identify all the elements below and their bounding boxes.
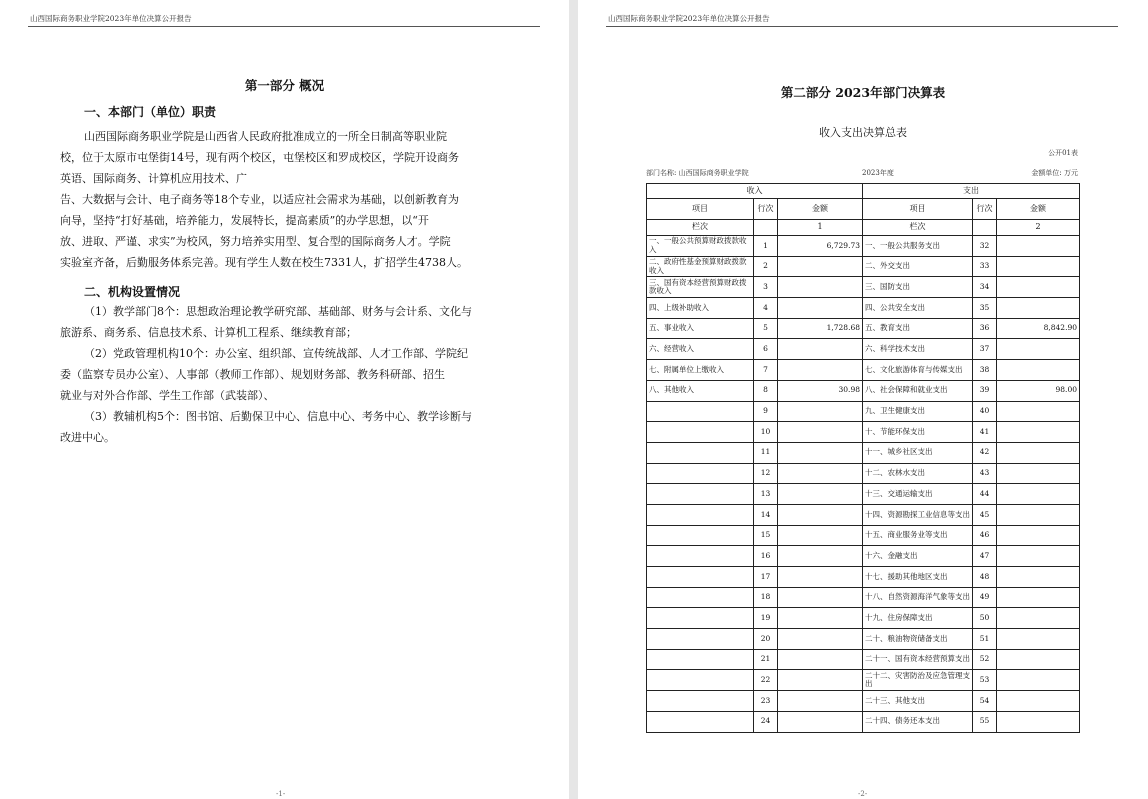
table-row (647, 442, 1080, 463)
expense-seq: 54 (973, 691, 997, 712)
text-line: 向导，坚持“打好基础，培养能力，发展特长，提高素质”的办学思想，以“开 (60, 214, 429, 227)
income-seq: 4 (754, 298, 778, 319)
expense-item: 二十三、其他支出 (863, 691, 973, 712)
income-item (647, 525, 754, 546)
income-amount (778, 546, 863, 567)
income-seq: 21 (754, 649, 778, 670)
income-amount (778, 525, 863, 546)
income-amount (778, 442, 863, 463)
income-amount: 1,728.68 (778, 318, 863, 339)
table-row (647, 670, 1080, 691)
lanci-1: 1 (778, 220, 863, 236)
income-amount (778, 339, 863, 360)
income-amount: 30.98 (778, 380, 863, 401)
header-rule (28, 26, 540, 27)
income-seq: 5 (754, 318, 778, 339)
income-seq: 13 (754, 484, 778, 505)
income-item (647, 463, 754, 484)
table-row (647, 401, 1080, 422)
table-row (647, 608, 1080, 629)
expense-item: 十六、金融支出 (863, 546, 973, 567)
expense-amount (997, 277, 1080, 298)
income-seq: 18 (754, 587, 778, 608)
table-row (647, 318, 1080, 339)
table-row (647, 256, 1080, 277)
income-expense-table (646, 183, 1080, 733)
table-row (647, 463, 1080, 484)
table-row (647, 360, 1080, 381)
text-line: 放、进取、严谨、求实”为校风，努力培养实用型、复合型的国际商务人才。学院 (60, 235, 451, 248)
expense-amount (997, 670, 1080, 691)
expense-amount (997, 546, 1080, 567)
income-seq: 15 (754, 525, 778, 546)
income-item: 六、经营收入 (647, 339, 754, 360)
income-amount (778, 463, 863, 484)
table-code: 公开01表 (1048, 149, 1078, 157)
income-seq: 3 (754, 277, 778, 298)
expense-seq: 40 (973, 401, 997, 422)
income-item (647, 422, 754, 443)
expense-seq: 41 (973, 422, 997, 443)
expense-item: 一、一般公共服务支出 (863, 236, 973, 257)
income-amount (778, 401, 863, 422)
income-seq: 6 (754, 339, 778, 360)
text-line: （2）党政管理机构10个：办公室、组织部、宣传统战部、人才工作部、学院纪 (84, 347, 468, 360)
expense-seq: 36 (973, 318, 997, 339)
expense-seq: 48 (973, 567, 997, 588)
income-item: 二、政府性基金预算财政拨款收入 (647, 256, 754, 277)
income-seq: 24 (754, 711, 778, 732)
income-amount (778, 360, 863, 381)
expense-item: 十四、资源勘探工业信息等支出 (863, 504, 973, 525)
table-row (647, 691, 1080, 712)
expense-item: 十七、援助其他地区支出 (863, 567, 973, 588)
income-item (647, 608, 754, 629)
income-amount (778, 567, 863, 588)
expense-item: 十一、城乡社区支出 (863, 442, 973, 463)
text-line: （1）教学部门8个：思想政治理论教学研究部、基础部、财务与会计系、文化与 (84, 305, 472, 318)
expense-amount (997, 236, 1080, 257)
expense-seq: 50 (973, 608, 997, 629)
col-item: 项目 (647, 199, 754, 220)
income-seq: 14 (754, 504, 778, 525)
income-amount (778, 277, 863, 298)
expense-item: 二十四、债务还本支出 (863, 711, 973, 732)
income-item: 七、附属单位上缴收入 (647, 360, 754, 381)
part1-title: 第一部分 概况 (244, 78, 325, 93)
income-seq: 1 (754, 236, 778, 257)
income-amount (778, 608, 863, 629)
expense-amount (997, 608, 1080, 629)
col-amount: 金额 (997, 199, 1080, 220)
text-line: 旅游系、商务系、信息技术系、计算机工程系、继续教育部； (60, 326, 357, 339)
table-row (647, 422, 1080, 443)
expense-amount (997, 567, 1080, 588)
income-amount: 6,729.73 (778, 236, 863, 257)
department-name: 部门名称: 山西国际商务职业学院 (646, 169, 749, 177)
income-item (647, 711, 754, 732)
page-1 (0, 0, 569, 799)
income-item: 五、事业收入 (647, 318, 754, 339)
expense-item: 十、节能环保支出 (863, 422, 973, 443)
income-item (647, 401, 754, 422)
income-seq: 11 (754, 442, 778, 463)
lanci-2: 2 (997, 220, 1080, 236)
expense-amount (997, 587, 1080, 608)
text-line: 英语、国际商务、计算机应用技术、广 (60, 172, 247, 185)
income-item (647, 649, 754, 670)
income-amount (778, 670, 863, 691)
expense-item: 五、教育支出 (863, 318, 973, 339)
text-line: 改进中心。 (60, 431, 115, 444)
expense-item: 四、公共安全支出 (863, 298, 973, 319)
expense-seq: 39 (973, 380, 997, 401)
income-item (647, 629, 754, 650)
expense-amount (997, 629, 1080, 650)
income-amount (778, 587, 863, 608)
expense-seq: 47 (973, 546, 997, 567)
page-number: -2- (858, 790, 868, 798)
expense-amount (997, 649, 1080, 670)
table-row (647, 236, 1080, 257)
expense-amount (997, 691, 1080, 712)
table-row (647, 339, 1080, 360)
col-item: 项目 (863, 199, 973, 220)
income-item (647, 567, 754, 588)
expense-item: 八、社会保障和就业支出 (863, 380, 973, 401)
expense-item: 十九、住房保障支出 (863, 608, 973, 629)
expense-amount (997, 401, 1080, 422)
text-line: 校，位于太原市屯堡街14号，现有两个校区，屯堡校区和罗成校区，学院开设商务 (60, 151, 459, 164)
expense-seq: 46 (973, 525, 997, 546)
lanci-label: 栏次 (863, 220, 973, 236)
income-seq: 16 (754, 546, 778, 567)
expense-item: 六、科学技术支出 (863, 339, 973, 360)
expense-seq: 42 (973, 442, 997, 463)
amount-unit: 金额单位: 万元 (1031, 169, 1078, 177)
expense-item: 七、文化旅游体育与传媒支出 (863, 360, 973, 381)
expense-seq: 33 (973, 256, 997, 277)
page-2 (578, 0, 1148, 799)
income-item: 四、上级补助收入 (647, 298, 754, 319)
income-item (647, 442, 754, 463)
expense-item: 十五、商业服务业等支出 (863, 525, 973, 546)
expense-header: 支出 (863, 184, 1080, 199)
expense-amount (997, 463, 1080, 484)
expense-item: 二十一、国有资本经营预算支出 (863, 649, 973, 670)
income-item (647, 691, 754, 712)
expense-amount (997, 484, 1080, 505)
income-item: 三、国有资本经营预算财政拨款收入 (647, 277, 754, 298)
expense-amount (997, 504, 1080, 525)
income-amount (778, 422, 863, 443)
page-number: -1- (276, 790, 286, 798)
income-seq: 12 (754, 463, 778, 484)
income-item (647, 484, 754, 505)
expense-amount (997, 422, 1080, 443)
expense-amount (997, 360, 1080, 381)
expense-seq: 55 (973, 711, 997, 732)
section1-body (60, 126, 500, 273)
expense-seq: 52 (973, 649, 997, 670)
lanci-empty (754, 220, 778, 236)
income-item (647, 504, 754, 525)
col-seq: 行次 (754, 199, 778, 220)
expense-item: 三、国防支出 (863, 277, 973, 298)
income-seq: 17 (754, 567, 778, 588)
text-line: 委（监察专员办公室）、人事部（教师工作部）、规划财务部、教务科研部、招生 (60, 368, 445, 381)
table-row (647, 567, 1080, 588)
expense-seq: 34 (973, 277, 997, 298)
expense-item: 十二、农林水支出 (863, 463, 973, 484)
text-line: （3）教辅机构5个：图书馆、后勤保卫中心、信息中心、考务中心、教学诊断与 (84, 410, 472, 423)
col-seq: 行次 (973, 199, 997, 220)
income-seq: 7 (754, 360, 778, 381)
expense-amount (997, 256, 1080, 277)
income-amount (778, 629, 863, 650)
fiscal-year: 2023年度 (862, 169, 894, 177)
income-seq: 2 (754, 256, 778, 277)
expense-item: 十三、交通运输支出 (863, 484, 973, 505)
expense-seq: 37 (973, 339, 997, 360)
income-seq: 22 (754, 670, 778, 691)
table-row (647, 587, 1080, 608)
header-rule (606, 26, 1118, 27)
expense-seq: 35 (973, 298, 997, 319)
table-row (647, 277, 1080, 298)
income-amount (778, 649, 863, 670)
expense-amount (997, 525, 1080, 546)
col-amount: 金额 (778, 199, 863, 220)
expense-seq: 51 (973, 629, 997, 650)
table-row (647, 298, 1080, 319)
expense-amount (997, 298, 1080, 319)
table-row (647, 525, 1080, 546)
expense-amount (997, 339, 1080, 360)
text-line: 告、大数据与会计、电子商务等18个专业，以适应社会需求为基础，以创新教育为 (60, 193, 459, 206)
expense-item: 十八、自然资源海洋气象等支出 (863, 587, 973, 608)
income-item (647, 546, 754, 567)
expense-item: 二十、粮油物资储备支出 (863, 629, 973, 650)
income-header: 收入 (647, 184, 863, 199)
text-line: 山西国际商务职业学院是山西省人民政府批准成立的一所全日制高等职业院 (84, 130, 447, 143)
expense-item: 二十二、灾害防治及应急管理支出 (863, 670, 973, 691)
expense-item: 二、外交支出 (863, 256, 973, 277)
table-title: 收入支出决算总表 (819, 126, 907, 139)
income-seq: 23 (754, 691, 778, 712)
table-row (647, 380, 1080, 401)
expense-amount (997, 711, 1080, 732)
income-amount (778, 256, 863, 277)
income-amount (778, 298, 863, 319)
expense-amount: 98.00 (997, 380, 1080, 401)
expense-seq: 38 (973, 360, 997, 381)
section2-heading: 二、机构设置情况 (84, 285, 181, 299)
lanci-label: 栏次 (647, 220, 754, 236)
income-seq: 9 (754, 401, 778, 422)
income-amount (778, 691, 863, 712)
income-amount (778, 484, 863, 505)
page-header: 山西国际商务职业学院2023年单位决算公开报告 (30, 14, 192, 23)
income-item: 八、其他收入 (647, 380, 754, 401)
part2-title: 第二部分 2023年部门决算表 (780, 85, 946, 100)
section2-body (60, 301, 500, 448)
table-row (647, 546, 1080, 567)
expense-seq: 43 (973, 463, 997, 484)
expense-item: 九、卫生健康支出 (863, 401, 973, 422)
expense-seq: 49 (973, 587, 997, 608)
lanci-empty (973, 220, 997, 236)
section1-heading: 一、本部门（单位）职责 (84, 105, 217, 119)
income-amount (778, 711, 863, 732)
table-row (647, 484, 1080, 505)
income-seq: 20 (754, 629, 778, 650)
income-amount (778, 504, 863, 525)
expense-amount: 8,842.90 (997, 318, 1080, 339)
expense-seq: 53 (973, 670, 997, 691)
expense-seq: 32 (973, 236, 997, 257)
table-row (647, 629, 1080, 650)
expense-amount (997, 442, 1080, 463)
table-row (647, 711, 1080, 732)
expense-seq: 45 (973, 504, 997, 525)
income-seq: 10 (754, 422, 778, 443)
text-line: 实验室齐备，后勤服务体系完善。现有学生人数在校生7331人，扩招学生4738人。 (60, 256, 468, 269)
income-seq: 8 (754, 380, 778, 401)
income-item (647, 670, 754, 691)
expense-seq: 44 (973, 484, 997, 505)
table-row (647, 649, 1080, 670)
income-item (647, 587, 754, 608)
text-line: 就业与对外合作部、学生工作部（武装部）、 (60, 389, 275, 402)
income-item: 一、一般公共预算财政拨款收入 (647, 236, 754, 257)
table-row (647, 504, 1080, 525)
page-header: 山西国际商务职业学院2023年单位决算公开报告 (608, 14, 770, 23)
income-seq: 19 (754, 608, 778, 629)
